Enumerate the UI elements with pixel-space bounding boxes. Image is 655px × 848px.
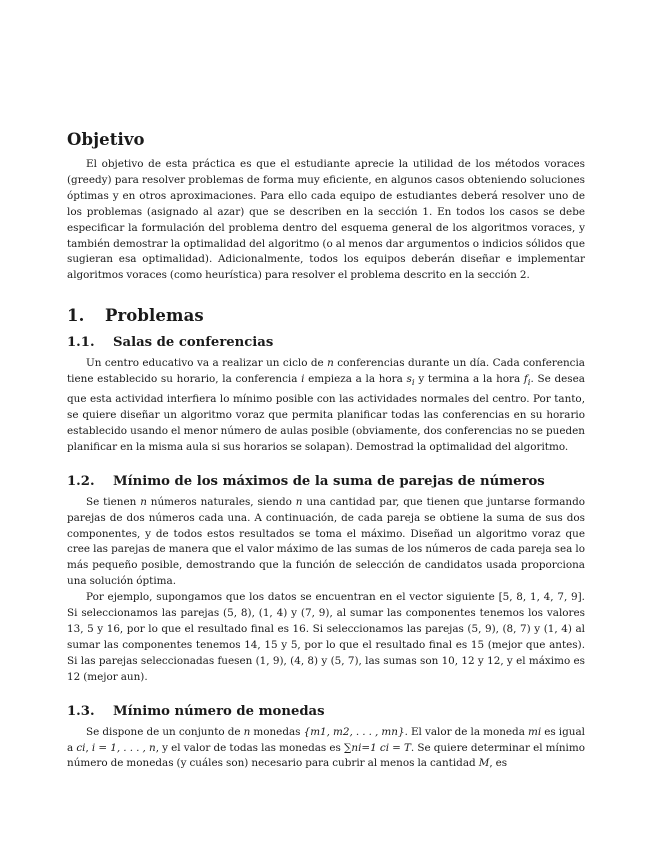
problemas-heading <box>67 306 585 325</box>
objetivo-heading: Objetivo <box>67 130 145 149</box>
page-content <box>67 130 585 772</box>
salas-paragraph: Un centro educativo va a realizar un ciclo de n conferencias durante un día. Cada conferencia tiene establecido su horario, la conferencia i empieza a la hora $s_i$ y termina a la hora $f_i$. Se desea que esta actividad interfiera lo mínimo posible con las actividades normales del centro. Por tanto, se quiere diseñar un algoritmo voraz que permita planificar todas las conferencias en su horario establecido usando el menor número de aulas posible (obviamente, dos conferencias no se pueden planificar en la misma aula si sus horarios se solapan). Demostrad la optimalidad del algoritmo. <box>67 357 585 453</box>
objetivo-paragraph: El objetivo de esta práctica es que el estudiante aprecie la utilidad de los métodos voraces (greedy) para resolver problemas de forma muy eficiente, en algunos casos obteniendo soluciones óptimas y en otros aproximaciones. Para ello cada equipo de estudiantes deberá resolver uno de los problemas (asignado al azar) que se describen en la sección 1. En todos los casos se debe especificar la formulación del problema dentro del esquema general de los algoritmos voraces, y también demostrar la optimalidad del algoritmo (o al menos dar argumentos o indicios sólidos que sugieran esa optimalidad). Adicionalmente, todos los equipos deberán diseñar e implementar algoritmos voraces (como heurística) para resolver el problema descrito en la sección 2. <box>67 158 585 282</box>
subsection-heading: 1.3. Mínimo número de monedas <box>67 703 325 719</box>
subsection-heading: 1.1. Salas de conferencias <box>67 335 274 351</box>
subsection-monedas <box>67 704 585 773</box>
minimo-maximos-paragraph-1: Se tienen n números naturales, siendo n una cantidad par, que tienen que juntarse formando parejas de dos números cada una. A continuación, de cada pareja se obtiene la suma de sus dos componentes, y de todos estos resultados se toma el máximo. Diseñad un algoritmo voraz que cree las parejas de manera que el valor máximo de las sumas de los números de cada pareja sea lo más pequeño posible, demostrando que la función de selección de candidatos usada proporciona una solución óptima. <box>67 495 585 588</box>
section-number: 1. <box>67 306 85 326</box>
subsection-heading: 1.2. Mínimo de los máximos de la suma de parejas de números <box>67 473 545 489</box>
subsection-salas <box>67 335 585 456</box>
subsection-minimo-maximos <box>67 474 585 686</box>
section-problemas <box>67 306 585 325</box>
section-objetivo <box>67 130 585 284</box>
monedas-paragraph: Se dispone de un conjunto de n monedas {m1, m2, . . . , mn}. El valor de la moneda mi es igual a ci, i = 1, . . . , n, y el valor de todas las monedas es ∑ni=1 ci = T. Se quiere determinar el mínimo número de monedas (y cuáles son) necesario para cubrir al menos la cantidad M, es <box>67 725 585 770</box>
minimo-maximos-paragraph-2: Por ejemplo, supongamos que los datos se encuentran en el vector siguiente [5, 8, 1, 4, 7, 9]. Si seleccionamos las parejas (5, 8), (1, 4) y (7, 9), al sumar las componentes tenemos los valores 13, 5 y 16, por lo que el resultado final es 16. Si seleccionamos las parejas (5, 9), (8, 7) y (1, 4) al sumar las componentes tenemos 14, 15 y 5, por lo que el resultado final es 15 (mejor que antes). Si las parejas seleccionadas fuesen (1, 9), (4, 8) y (5, 7), las sumas son 10, 12 y 12, y el máximo es 12 (mejor aun). <box>67 591 585 683</box>
section-title: Problemas <box>105 306 204 326</box>
